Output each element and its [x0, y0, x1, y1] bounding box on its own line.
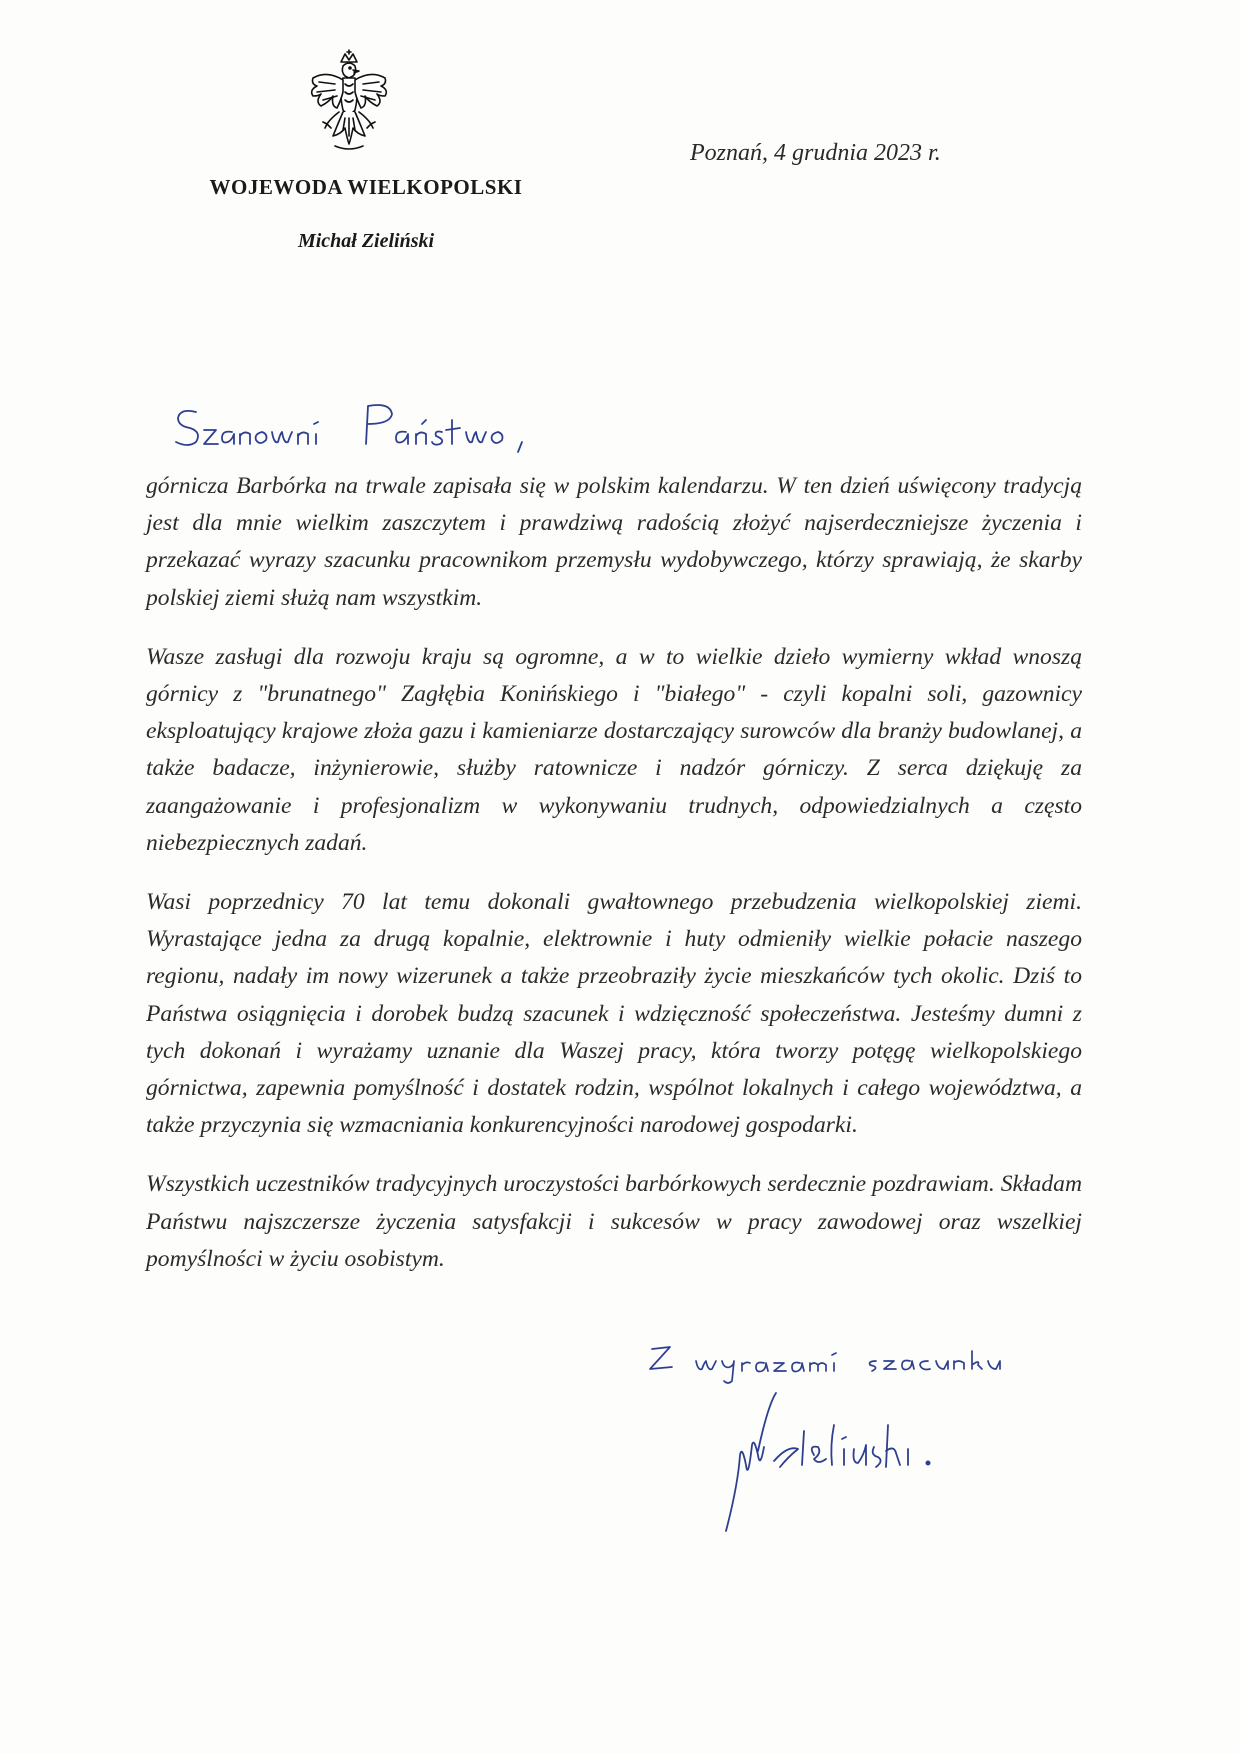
handwritten-salutation: [170, 398, 630, 460]
letter-body: [146, 468, 1082, 1300]
authority-title: WOJEWODA WIELKOPOLSKI: [209, 175, 523, 199]
paragraph: Wasi poprzednicy 70 lat temu dokonali gwałtownego przebudzenia wielkopolskiej ziemi. Wyrastające jedna za drugą kopalnie, elektrownie i huty odmieniły wielkie połacie naszego regionu, nadały im nowy wizerunek a także przeobraziły życie mieszkańców tych okolic. Dziś to Państwa osiągnięcia i dorobek budzą szacunek i wdzięczność społeczeństwa. Jesteśmy dumni z tych dokonań i wyrażamy uznanie dla Waszej pracy, która tworzy potęgę wielkopolskiego górnictwa, zapewnia pomyślność i dostatek rodzin, wspólnot lokalnych i całego województwa, a także przyczynia się wzmacniania konkurencyjności narodowej gospodarki.: [146, 889, 1082, 1139]
signature: [718, 1385, 1018, 1535]
polish-eagle-icon: [305, 48, 393, 156]
paragraph: Wasze zasługi dla rozwoju kraju są ogromne, a w to wielkie dzieło wymierny wkład wnoszą górnicy z "brunatnego" Zagłębia Konińskiego i "białego" - czyli kopalni soli, gazownicy eksploatujący krajowe złoża gazu i kamieniarze dostarczający surowców dla branży budowlanej, a także badacze, inżynierowie, służby ratownicze i nadzór górniczy. Z serca dziękuję za zaangażowanie i profesjonalizm w wykonywaniu trudnych, odpowiedzialnych a często niebezpiecznych zadań.: [146, 643, 1082, 856]
paragraph: górnicza Barbórka na trwale zapisała się w polskim kalendarzu. W ten dzień uświęcony tradycją jest dla mnie wielkim zaszczytem i prawdziwą radością złożyć najserdeczniejsze życzenia i przekazać wyrazy szacunku pracownikom przemysłu wydobywczego, którzy sprawiają, że skarby polskiej ziemi służą nam wszystkim.: [146, 473, 1082, 611]
place-and-date: Poznań, 4 grudnia 2023 r.: [690, 140, 941, 166]
paragraph: Wszystkich uczestników tradycyjnych uroczystości barbórkowych serdecznie pozdrawiam. Składam Państwu najszczersze życzenia satysfakcji i sukcesów w pracy zawodowej oraz wszelkiej pomyślności w życiu osobistym.: [146, 1171, 1082, 1272]
official-name: Michał Zieliński: [297, 230, 435, 252]
